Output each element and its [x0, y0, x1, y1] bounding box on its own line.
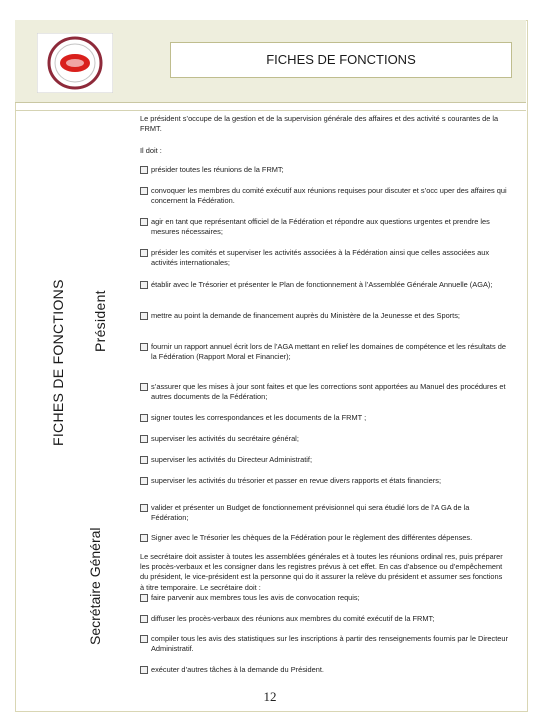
- checkbox-bullet-icon: [140, 187, 148, 195]
- checkbox-bullet-icon: [140, 594, 148, 602]
- header-title: FICHES DE FONCTIONS: [170, 42, 512, 78]
- side-title: FICHES DE FONCTIONS: [50, 279, 66, 446]
- checkbox-bullet-icon: [140, 456, 148, 464]
- checkbox-bullet-icon: [140, 166, 148, 174]
- checkbox-bullet-icon: [140, 218, 148, 226]
- checkbox-bullet-icon: [140, 343, 148, 351]
- header-rule: [15, 110, 526, 111]
- checkbox-bullet-icon: [140, 435, 148, 443]
- checkbox-bullet-icon: [140, 383, 148, 391]
- checkbox-bullet-icon: [140, 477, 148, 485]
- checkbox-bullet-icon: [140, 534, 148, 542]
- checkbox-bullet-icon: [140, 312, 148, 320]
- checkbox-bullet-icon: [140, 635, 148, 643]
- president-doit: Il doit :: [140, 146, 162, 155]
- role-secretaire: Secrétaire Général: [87, 527, 103, 645]
- checkbox-bullet-icon: [140, 249, 148, 257]
- checkbox-bullet-icon: [140, 281, 148, 289]
- federation-logo-icon: [37, 33, 113, 93]
- president-intro: Le président s’occupe de la gestion et de la supervision générale des affaires et des activité s courantes de la FRMT.: [140, 114, 499, 134]
- checkbox-bullet-icon: [140, 666, 148, 674]
- page-number: 12: [263, 689, 277, 704]
- checkbox-bullet-icon: [140, 615, 148, 623]
- checkbox-bullet-icon: [140, 414, 148, 422]
- checkbox-bullet-icon: [140, 504, 148, 512]
- secretaire-intro: Le secrétaire doit assister à toutes les assemblées générales et à toutes les réunions ordinal res, puis préparer les procès-verbaux et les consigner dans les registres prévus à cet effet. En cas d’absence ou d’empêchement du président, le vice-président est la personne qui do it assurer la relève du président et assumer ses fonctions à titre temporaire. Le secrétaire doit :: [140, 552, 503, 592]
- role-president: Président: [92, 290, 108, 352]
